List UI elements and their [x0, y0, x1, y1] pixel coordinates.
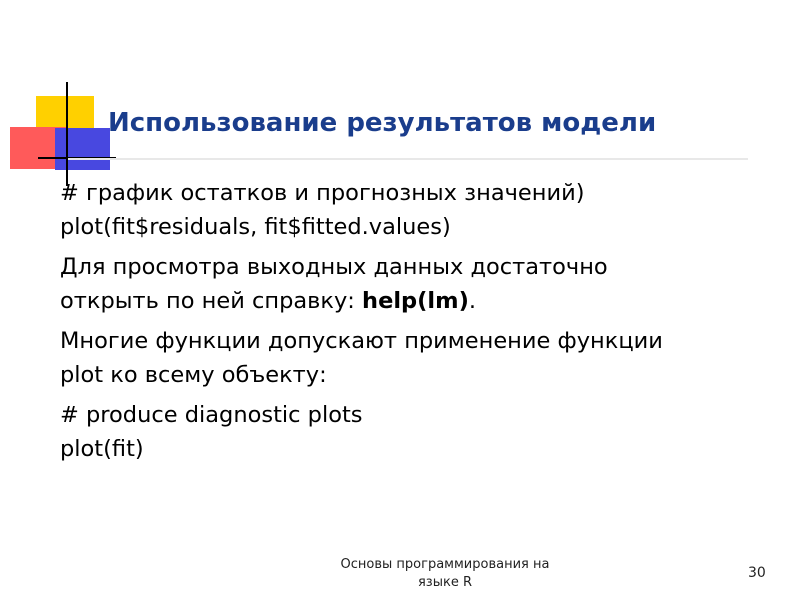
- paragraph-help: [60, 250, 790, 318]
- paragraph-line: plot(fit): [60, 436, 144, 462]
- footer-line: языке R: [417, 575, 472, 590]
- slide-body: [60, 176, 790, 472]
- page-number: 30: [748, 565, 766, 581]
- paragraph-line: Для просмотра выходных данных достаточно: [60, 254, 608, 280]
- paragraph-line: plot(fit$residuals, fit$fitted.values): [60, 214, 451, 240]
- title-underline: [68, 158, 748, 160]
- paragraph-text: .: [468, 288, 477, 314]
- paragraph-plot-object: [60, 324, 790, 392]
- paragraph-line: # produce diagnostic plots: [60, 402, 363, 428]
- footer-text: [320, 556, 570, 592]
- paragraph-line: Многие функции допускают применение функции: [60, 328, 663, 354]
- paragraph-diagnostic-plots: [60, 398, 790, 466]
- paragraph-plot-residuals: [60, 176, 790, 244]
- decorative-blue-rectangle: [55, 128, 110, 170]
- paragraph-line: # график остатков и прогнозных значений): [60, 180, 585, 206]
- paragraph-line: [60, 284, 790, 318]
- footer-line: Основы программирования на: [340, 557, 550, 572]
- paragraph-text: открыть по ней справку:: [60, 288, 363, 314]
- help-command: help(lm): [362, 288, 469, 314]
- slide-title: Использование результатов модели: [108, 108, 657, 138]
- decorative-vertical-line: [66, 82, 68, 186]
- paragraph-line: plot ко всему объекту:: [60, 362, 327, 388]
